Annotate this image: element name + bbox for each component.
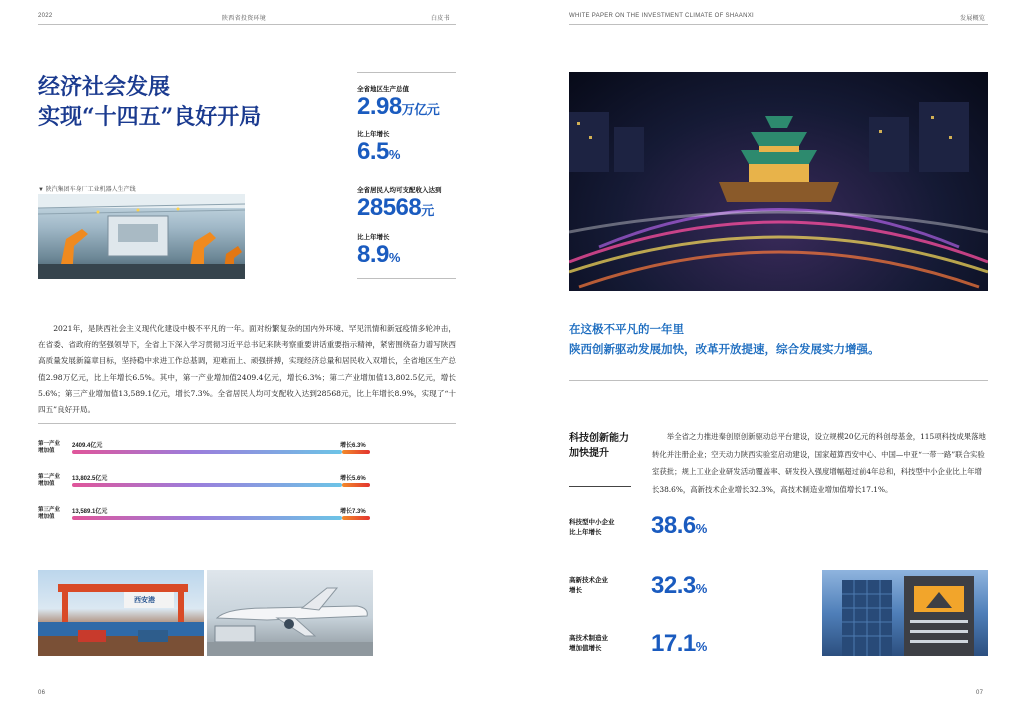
kpi-unit: %	[695, 639, 707, 654]
header-doc: 白皮书	[431, 16, 450, 22]
kpi-value: 17.1	[651, 630, 696, 657]
kpi-value: 32.3	[651, 572, 696, 599]
industry-value: 13,589.1亿元	[72, 509, 108, 515]
header-section-right: 发展概览	[960, 16, 986, 22]
building-illustration	[822, 570, 988, 656]
headline-line1: 在这极不平凡的一年里	[569, 324, 684, 336]
paragraph-rule	[38, 423, 456, 424]
industry-bar	[72, 516, 342, 520]
innovation-label-line1: 科技创新能力	[569, 433, 629, 444]
page-number-right: 07	[976, 690, 984, 696]
stat-unit: %	[388, 147, 400, 162]
stat-value: 6.5	[357, 138, 389, 165]
kpi-unit: %	[695, 521, 707, 536]
kpi-sublabel: 增长	[569, 587, 582, 594]
stat-label: 全省居民人均可支配收入达到	[357, 187, 442, 194]
stat-label: 比上年增长	[357, 131, 390, 138]
robot-production-line-photo	[38, 194, 245, 279]
header-year: 2022	[38, 13, 53, 19]
stat-gdp-growth	[357, 129, 400, 169]
bell-tower-night-photo	[569, 72, 988, 291]
stat-value: 2.98	[357, 93, 402, 120]
industry-row-secondary	[38, 473, 374, 493]
port-sign: 西安港	[134, 595, 155, 604]
innovation-label-line2: 加快提升	[569, 448, 609, 459]
industry-bar-tail	[342, 516, 370, 520]
industry-label: 第三产业	[38, 507, 61, 513]
kpi-list	[569, 512, 819, 662]
kpi-label: 高技术制造业	[569, 635, 608, 642]
supercomputing-building-photo	[822, 570, 988, 656]
innovation-paragraph: 举全省之力推进秦创原创新驱动总平台建设，设立规模20亿元的科创母基金，115项科技成果落地转化并注册企业；空天动力陕西实验室启动建设，国家超算西安中心、中国—中亚“一带一路”联合实验室获批；规上工业企业研发活动覆盖率、研发投入强度增幅超过前4年总和，科技型中小企业比上年增长38.6%，高新技术企业增长32.3%，高技术制造业增加值增长17.1%。	[652, 432, 986, 494]
industry-sublabel: 增加值	[38, 481, 55, 487]
title-line1: 经济社会发展	[38, 74, 171, 100]
kpi-sublabel: 比上年增长	[569, 529, 602, 536]
industry-sublabel: 增加值	[38, 514, 55, 520]
industry-bars	[38, 440, 374, 525]
industry-label: 第二产业	[38, 474, 61, 480]
stat-unit: 万亿元	[401, 102, 440, 117]
industry-growth: 增长7.3%	[340, 509, 366, 515]
stat-value: 8.9	[357, 241, 389, 268]
cargo-airplane-photo	[207, 570, 373, 656]
industry-row-tertiary	[38, 506, 374, 526]
section-headline	[569, 320, 880, 360]
industry-bar-tail	[342, 450, 370, 454]
header-doc-en: WHITE PAPER ON THE INVESTMENT CLIMATE OF SHAANXI	[569, 13, 754, 19]
industry-bar-tail	[342, 483, 370, 487]
stat-income-growth	[357, 232, 400, 272]
headline-line2: 陕西创新驱动发展加快，改革开放提速，综合发展实力增强。	[569, 344, 880, 356]
robot-illustration	[38, 194, 245, 279]
header-rule	[38, 24, 456, 25]
photo-caption: ▼ 陕汽集团车身厂工业机器人生产线	[38, 187, 136, 193]
headline-rule	[569, 380, 988, 381]
stat-label: 全省地区生产总值	[357, 86, 409, 93]
kpi-label: 高新技术企业	[569, 577, 608, 584]
page-number-left: 06	[38, 690, 46, 696]
stat-label: 比上年增长	[357, 234, 390, 241]
kpi-sublabel: 增加值增长	[569, 645, 602, 652]
innovation-label	[569, 431, 629, 461]
stats-rule	[357, 72, 456, 73]
kpi-value: 38.6	[651, 512, 696, 539]
industry-bar	[72, 483, 342, 487]
industry-growth: 增长6.3%	[340, 443, 366, 449]
industry-value: 13,802.5亿元	[72, 476, 108, 482]
airplane-illustration	[207, 570, 373, 656]
industry-growth: 增长5.6%	[340, 476, 366, 482]
header-rule-right	[569, 24, 988, 25]
industry-value: 2409.4亿元	[72, 443, 103, 449]
stats-bottom-rule	[357, 278, 456, 279]
kpi-label: 科技型中小企业	[569, 519, 615, 526]
industry-bar	[72, 450, 342, 454]
header-section: 陕西省投资环境	[222, 16, 267, 22]
intro-paragraph: 2021年，是陕西社会主义现代化建设中极不平凡的一年。面对纷繁复杂的国内外环境、罕见汛情和新冠疫情多轮冲击，在省委、省政府的坚强领导下，全省上下深入学习贯彻习近平总书记来陕考察重要讲话重要指示精神，紧密围绕奋力谱写陕西高质量发展新篇章目标，坚持稳中求进工作总基调，迎难而上、顽强拼搏，实现经济总量和居民收入双增长，全省地区生产总值2.98万亿元，比上年增长6.5%。其中，第一产业增加值2409.4亿元，增长6.3%；第二产业增加值13,802.5亿元，增长5.6%；第三产业增加值13,589.1亿元，增长7.3%。全省居民人均可支配收入达到28568元，比上年增长8.9%，实现了“十四五”良好开局。	[38, 324, 456, 415]
page-title	[38, 72, 261, 132]
stat-unit: 元	[421, 203, 434, 218]
xian-port-photo	[38, 570, 204, 656]
stat-income	[357, 185, 442, 225]
kpi-unit: %	[695, 581, 707, 596]
title-line2: 实现“十四五”良好开局	[38, 104, 262, 130]
stat-value: 28568	[357, 194, 422, 221]
night-city-illustration	[569, 72, 988, 291]
stat-unit: %	[388, 250, 400, 265]
innovation-rule	[569, 486, 631, 487]
stat-gdp	[357, 84, 439, 124]
industry-label: 第一产业	[38, 441, 61, 447]
industry-sublabel: 增加值	[38, 448, 55, 454]
industry-row-primary	[38, 440, 374, 460]
port-illustration	[38, 570, 204, 656]
